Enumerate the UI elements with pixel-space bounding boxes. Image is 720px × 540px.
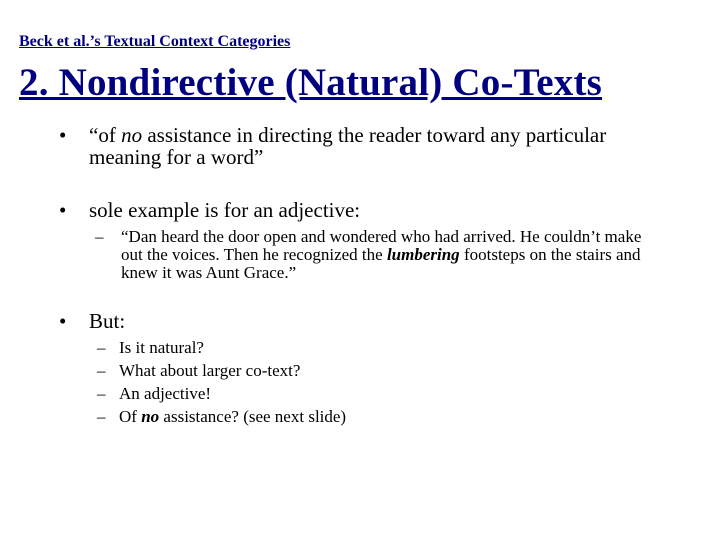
dash-icon: – — [97, 407, 106, 426]
header-link[interactable]: Beck et al.’s Textual Context Categories — [19, 33, 291, 50]
slide-title: 2. Nondirective (Natural) Co-Texts — [19, 61, 603, 104]
quote-text: “Dan heard the door open and wondered who had arrived. He couldn’t make out the voices. Then he recognized the lumbering footsteps on the stairs and knew it was Aunt Grace.” — [121, 227, 642, 282]
sub-item-text: Is it natural? — [119, 338, 204, 357]
bullet-text: But: — [89, 309, 126, 333]
dash-icon: – — [97, 338, 106, 357]
sub-item-text: What about larger co-text? — [119, 361, 301, 380]
bullet-icon: • — [59, 198, 67, 222]
dash-icon: – — [97, 384, 106, 403]
sub-item-text: Of no assistance? (see next slide) — [119, 407, 347, 426]
bullet-icon: • — [59, 123, 67, 147]
dash-icon: – — [95, 227, 104, 246]
bullet-text: “of no assistance in directing the reader toward any particular meaning for a word” — [89, 123, 607, 169]
bullet-text: sole example is for an adjective: — [89, 198, 361, 222]
sub-item-text: An adjective! — [119, 384, 212, 403]
dash-icon: – — [97, 361, 106, 380]
bullet-icon: • — [59, 309, 67, 333]
